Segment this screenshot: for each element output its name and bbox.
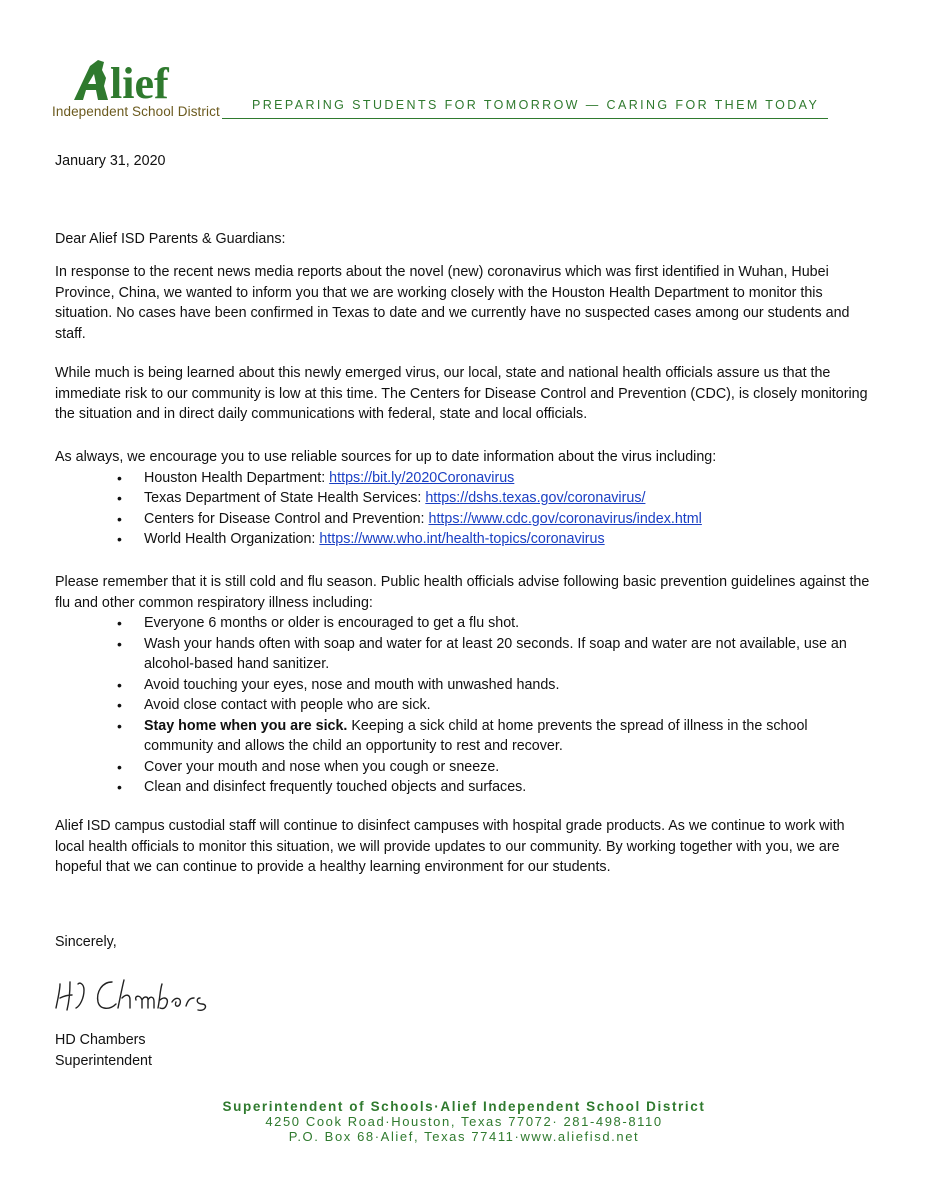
source-label: Centers for Disease Control and Prevention: xyxy=(144,510,429,527)
sources-list xyxy=(55,468,875,550)
footer-line-3: P.O. Box 68·Alief, Texas 77411·www.aliefisd.net xyxy=(288,1129,640,1144)
paragraph-risk-text: While much is being learned about this newly emerged virus, our local, state and national health officials assure us that the immediate risk to our community is low at this time. The Centers for Disease Control and Prevention (CDC), is closely monitoring the situation and in direct daily communications with federal, state and local officials. xyxy=(55,365,868,422)
closing: Sincerely, xyxy=(55,934,117,950)
letter-footer xyxy=(0,1099,928,1144)
footer-line-1: Superintendent of Schools·Alief Independent School District xyxy=(222,1099,706,1114)
svg-text:lief: lief xyxy=(110,59,169,102)
list-item xyxy=(55,488,875,509)
source-label: Texas Department of State Health Services: xyxy=(144,490,426,506)
logo-subtitle: Independent School District xyxy=(52,104,220,119)
source-link[interactable]: https://www.cdc.gov/coronavirus/index.html xyxy=(428,510,702,527)
letter-date: January 31, 2020 xyxy=(55,153,166,169)
source-label: Houston Health Department: xyxy=(144,469,330,486)
source-link[interactable]: https://dshs.texas.gov/coronavirus/ xyxy=(425,490,646,506)
guideline-text: Wash your hands often with soap and water for at least 20 seconds. If soap and water are not available, use an alcohol-based hand sanitizer. xyxy=(144,635,847,672)
list-item xyxy=(55,675,875,696)
alief-logo-icon xyxy=(68,56,218,102)
list-item xyxy=(55,757,875,778)
list-item xyxy=(55,509,875,530)
paragraph-intro-text: In response to the recent news media reports about the novel (new) coronavirus which was first identified in Wuhan, Hubei Province, China, we wanted to inform you that we are working closely with the Houston Health Department to monitor this situation. No cases have been confirmed in Texas to date and we currently have no suspected cases among our students and staff. xyxy=(55,264,850,342)
paragraph-custodial xyxy=(55,816,875,878)
alief-logo-mark xyxy=(68,56,218,102)
list-item xyxy=(55,634,875,675)
signature-icon xyxy=(52,968,232,1018)
paragraph-custodial-text: Alief ISD campus custodial staff will continue to disinfect campuses with hospital grade products. As we continue to work with local health officials to monitor this situation, we will provide updates to our community. By working together with you, we are hopeful that we can continue to provide a healthy learning environment for our students. xyxy=(55,818,845,875)
paragraph-sources xyxy=(55,447,875,550)
source-link[interactable]: https://bit.ly/2020Coronavirus xyxy=(329,469,515,486)
guidelines-list xyxy=(55,613,875,798)
guideline-text: Cover your mouth and nose when you cough or sneeze. xyxy=(144,758,500,775)
letterhead-rule xyxy=(222,118,828,119)
paragraph-guidelines xyxy=(55,572,875,798)
source-link[interactable]: https://www.who.int/health-topics/coronavirus xyxy=(319,531,605,547)
list-item xyxy=(55,529,875,550)
list-item xyxy=(55,468,875,489)
guideline-text: Everyone 6 months or older is encouraged to get a flu shot. xyxy=(144,615,520,631)
list-item xyxy=(55,777,875,798)
signer-title: Superintendent xyxy=(55,1052,152,1069)
handwritten-signature xyxy=(52,968,232,1018)
signer-block xyxy=(55,1030,152,1071)
letterhead-tagline: PREPARING STUDENTS FOR TOMORROW — CARING FOR THEM TODAY xyxy=(252,98,820,112)
guideline-text: Avoid close contact with people who are sick. xyxy=(144,697,431,713)
district-logo xyxy=(52,56,222,126)
source-label: World Health Organization: xyxy=(144,531,320,547)
salutation: Dear Alief ISD Parents & Guardians: xyxy=(55,231,286,247)
list-item xyxy=(55,695,875,716)
paragraph-intro xyxy=(55,262,875,344)
signer-name: HD Chambers xyxy=(55,1032,146,1048)
guideline-bold-text: Stay home when you are sick. xyxy=(144,717,348,734)
guideline-text: Avoid touching your eyes, nose and mouth with unwashed hands. xyxy=(144,676,560,693)
paragraph-risk xyxy=(55,363,875,425)
footer-line-2: 4250 Cook Road·Houston, Texas 77072· 281-498-8110 xyxy=(265,1114,663,1129)
list-item xyxy=(55,613,875,634)
paragraph-sources-intro: As always, we encourage you to use reliable sources for up to date information about the virus including: xyxy=(55,449,717,465)
guideline-text: Keeping a sick child at home prevents the spread of illness in the school community and allows the child an opportunity to rest and recover. xyxy=(144,717,808,754)
guideline-text: Clean and disinfect frequently touched objects and surfaces. xyxy=(144,779,527,795)
list-item xyxy=(55,716,875,757)
paragraph-guidelines-intro: Please remember that it is still cold and flu season. Public health officials advise following basic prevention guidelines against the flu and other common respiratory illness including: xyxy=(55,574,870,611)
